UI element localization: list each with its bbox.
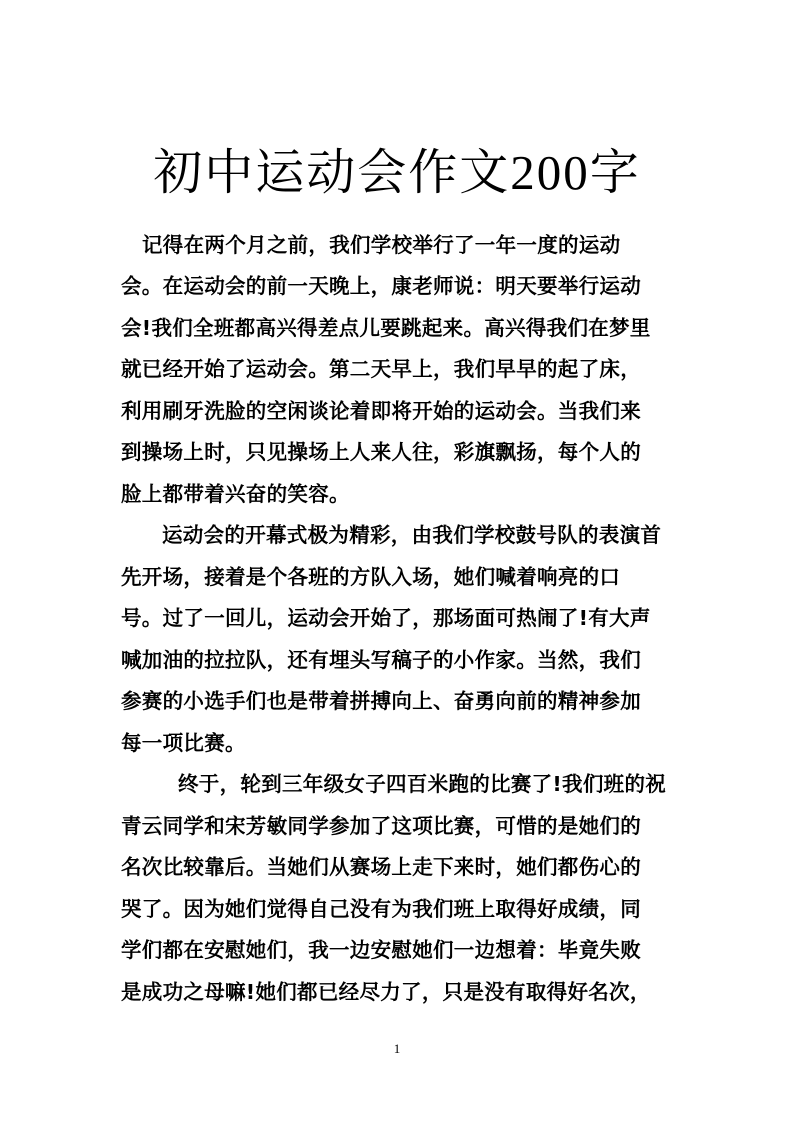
text-line: 脸上都带着兴奋的笑容。 xyxy=(121,482,350,506)
text-line: 先开场，接着是个各班的方队入场，她们喊着响亮的口 xyxy=(121,565,621,589)
text-line: 利用刷牙洗脸的空闲谈论着即将开始的运动会。当我们来 xyxy=(121,399,641,423)
text-line: 就已经开始了运动会。第二天早上，我们早早的起了床， xyxy=(121,357,641,381)
text-line: 哭了。因为她们觉得自己没有为我们班上取得好成绩，同 xyxy=(121,897,641,921)
text-line: 名次比较靠后。当她们从赛场上走下来时，她们都伤心的 xyxy=(121,855,641,879)
text-line: 到操场上时，只见操场上人来人往，彩旗飘扬，每个人的 xyxy=(121,440,641,464)
text-line: 学们都在安慰她们，我一边安慰她们一边想着：毕竟失败 xyxy=(121,938,641,962)
text-line: 会!我们全班都高兴得差点儿要跳起来。高兴得我们在梦里 xyxy=(121,316,651,340)
text-line: 参赛的小选手们也是带着拼搏向上、奋勇向前的精神参加 xyxy=(121,689,641,713)
text-line: 喊加油的拉拉队，还有埋头写稿子的小作家。当然，我们 xyxy=(121,648,641,672)
text-line: 每一项比赛。 xyxy=(121,731,246,755)
text-line: 终于，轮到三年级女子四百米跑的比赛了!我们班的祝 xyxy=(178,772,667,796)
document-title: 初中运动会作文200字 xyxy=(153,145,641,200)
text-line: 会。在运动会的前一天晚上，康老师说：明天要举行运动 xyxy=(121,274,641,298)
text-line: 是成功之母嘛!她们都已经尽力了，只是没有取得好名次， xyxy=(121,980,651,1004)
text-line: 运动会的开幕式极为精彩，由我们学校鼓号队的表演首 xyxy=(162,523,662,547)
text-line: 青云同学和宋芳敏同学参加了这项比赛，可惜的是她们的 xyxy=(121,814,641,838)
text-line: 记得在两个月之前，我们学校举行了一年一度的运动 xyxy=(142,233,621,257)
text-line: 号。过了一回儿，运动会开始了，那场面可热闹了!有大声 xyxy=(121,606,651,630)
page-number: 1 xyxy=(393,1041,401,1056)
